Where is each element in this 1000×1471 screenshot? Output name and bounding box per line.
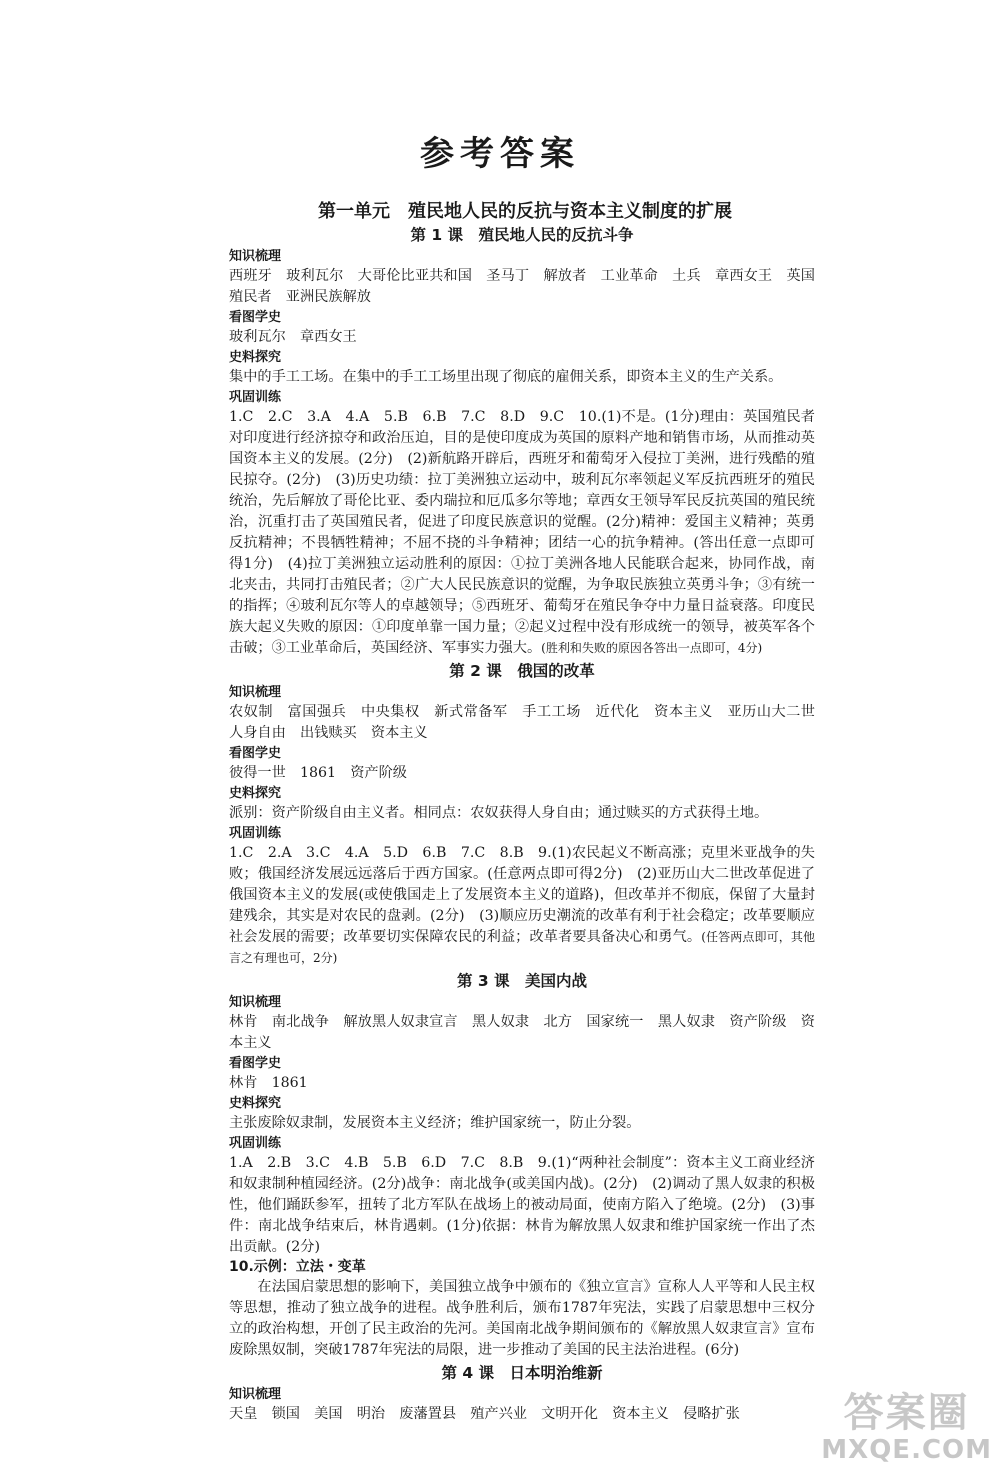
scoring-note: (胜利和失败的原因各答出一点即可，4分) [541,641,763,655]
section-heading: 知识梳理 [229,1387,282,1402]
section-heading: 巩固训练 [229,1136,282,1151]
watermark-logo: 答案圈 [843,1390,970,1436]
section-heading: 巩固训练 [229,390,282,405]
knowledge-answers: 天皇 锁国 美国 明治 废藩置县 殖产兴业 文明开化 资本主义 侵略扩张 [229,1406,740,1422]
essay-heading: 10.示例：立法・变革 [229,1259,366,1275]
site-watermark [821,1391,992,1465]
watermark-url: MXQE.COM [821,1435,992,1465]
practice-answers [229,407,815,659]
practice-text: 1.C 2.C 3.A 4.A 5.B 6.B 7.C 8.D 9.C 10.(1)不是。(1分)理由：英国殖民者对印度进行经济掠夺和政治压迫，目的是使印度成为英国的原料产地和销售市场，从而推动英国资本主义的发展。(2分) (2)新航路开辟后，西班牙和葡萄牙入侵拉丁美洲，进行残酷的殖民掠夺。(2分) (3)历史功绩：拉丁美洲独立运动中，玻利瓦尔率领起义军反抗西班牙的殖民统治，先后解放了哥伦比亚、委内瑞拉和厄瓜多尔等地；章西女王领导军民反抗英国的殖民统治，沉重打击了英国殖民者，促进了印度民族意识的觉醒。(2分)精神：爱国主义精神；英勇反抗精神；不畏牺牲精神；不屈不挠的斗争精神；团结一心的抗争精神。(答出任意一点即可得1分) (4)拉丁美洲独立运动胜利的原因：①拉丁美洲各地人民能联合起来，协同作战，南北夹击，共同打击殖民者；②广大人民民族意识的觉醒，为争取民族独立英勇斗争；③有统一的指挥；④玻利瓦尔等人的卓越领导；⑤西班牙、葡萄牙在殖民争夺中力量日益衰落。印度民族大起义失败的原因：①印度单靠一国力量；②起义过程中没有形成统一的领导，被英军各个击破；③工业革命后，英国经济、军事实力强大。 [229,409,815,656]
section-heading: 史料探究 [229,786,282,801]
knowledge-answers: 西班牙 玻利瓦尔 大哥伦比亚共和国 圣马丁 解放者 工业革命 土兵 章西女王 英国殖民者 亚洲民族解放 [229,268,815,305]
source-answers: 主张废除奴隶制，发展资本主义经济；维护国家统一，防止分裂。 [229,1115,641,1131]
lesson-4-title: 第 4 课 日本明治维新 [441,1364,603,1382]
picture-answers: 玻利瓦尔 章西女王 [229,329,357,345]
knowledge-answers: 农奴制 富国强兵 中央集权 新式常备军 手工工场 近代化 资本主义 亚历山大二世 人身自由 出钱赎买 资本主义 [229,704,830,741]
section-heading: 看图学史 [229,1056,282,1071]
unit-title: 第一单元 殖民地人民的反抗与资本主义制度的扩展 [318,201,732,222]
lesson-1-title: 第 1 课 殖民地人民的反抗斗争 [410,226,634,244]
section-heading: 知识梳理 [229,249,282,264]
lesson-2-title: 第 2 课 俄国的改革 [449,662,595,680]
knowledge-answers: 林肯 南北战争 解放黑人奴隶宣言 黑人奴隶 北方 国家统一 黑人奴隶 资产阶级 资本主义 [229,1014,815,1051]
section-heading: 巩固训练 [229,826,282,841]
section-heading: 看图学史 [229,746,282,761]
section-heading: 知识梳理 [229,685,282,700]
section-heading: 看图学史 [229,310,282,325]
lesson-3-title: 第 3 课 美国内战 [456,972,588,990]
essay-answer: 在法国启蒙思想的影响下，美国独立战争中颁布的《独立宣言》宣称人人平等和人民主权等思想，推动了独立战争的进程。战争胜利后，颁布1787年宪法，实践了启蒙思想中三权分立的政治构想，开创了民主政治的先河。美国南北战争期间颁布的《解放黑人奴隶宣言》宣布废除黑奴制，突破1787年宪法的局限，进一步推动了美国的民主法治进程。(6分) [229,1279,815,1358]
picture-answers: 林肯 1861 [229,1075,308,1091]
page-title: 参考答案 [420,134,580,174]
answer-content [229,221,830,1425]
scoring-note: (任答两点即可，其他言之有理也可，2分) [229,930,815,965]
practice-text: 1.C 2.A 3.C 4.A 5.D 6.B 7.C 8.B 9.(1)农民起义不断高涨；克里米亚战争的失败；俄国经济发展远远落后于西方国家。(任意两点即可得2分) (2)亚历山大二世改革促进了俄国资本主义的发展(或使俄国走上了发展资本主义的道路)，但改革并不彻底，保留了大量封建残余，其实是对农民的盘剥。(2分) (3)顺应历史潮流的改革有利于社会稳定；改革要顺应社会发展的需要；改革要切实保障农民的利益；改革者要具备决心和勇气。 [229,845,815,945]
source-answers: 派别：资产阶级自由主义者。相同点：农奴获得人身自由；通过赎买的方式获得土地。 [229,805,769,821]
section-heading: 史料探究 [229,1096,282,1111]
picture-answers: 彼得一世 1861 资产阶级 [229,765,407,781]
section-heading: 史料探究 [229,350,282,365]
source-answers: 集中的手工工场。在集中的手工工场里出现了彻底的雇佣关系，即资本主义的生产关系。 [229,369,783,385]
section-heading: 知识梳理 [229,995,282,1010]
practice-answers: 1.A 2.B 3.C 4.B 5.B 6.D 7.C 8.B 9.(1)“两种社会制度”：资本主义工商业经济和奴隶制种植园经济。(2分)战争：南北战争(或美国内战)。(2分) (2)调动了黑人奴隶的积极性，他们踊跃参军，扭转了北方军队在战场上的被动局面，使南方陷入了绝境。(2分) (3)事件：南北战争结束后，林肯遇刺。(1分)依据：林肯为解放黑人奴隶和维护国家统一作出了杰出贡献。(2分) [229,1155,815,1255]
practice-answers [229,843,815,969]
